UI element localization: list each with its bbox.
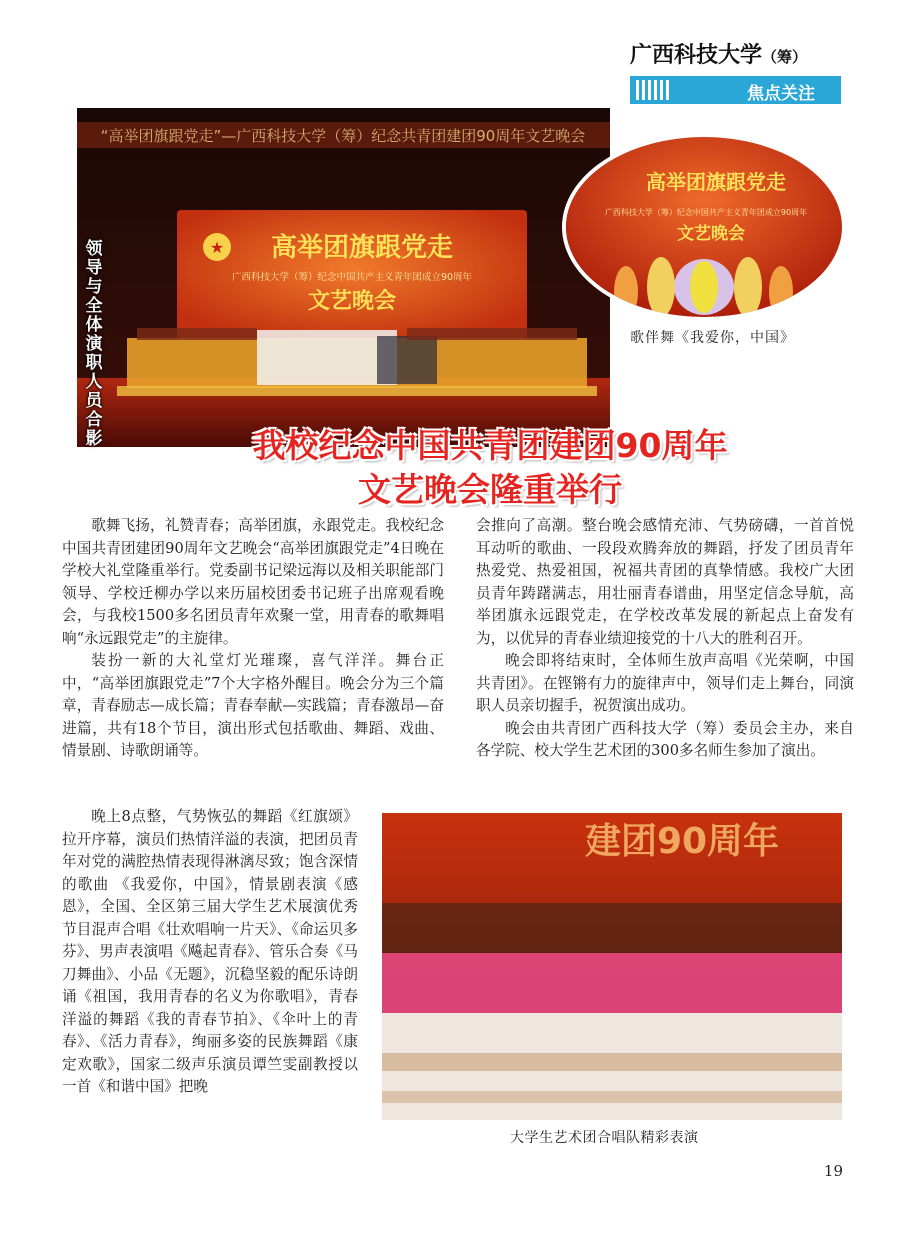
choir-photo — [382, 813, 842, 1120]
magazine-title-text: 广西科技大学 — [630, 42, 763, 68]
svg-text:★: ★ — [209, 238, 225, 257]
dance-banner-line2: 广西科技大学（筹）纪念中国共产主义青年团成立90周年 — [604, 208, 808, 217]
dance-photo — [566, 137, 842, 317]
magazine-title-suffix: （筹） — [762, 48, 808, 66]
stage-banner-line2: 广西科技大学（筹）纪念中国共产主义青年团成立90周年 — [231, 272, 473, 283]
article-paragraph-3: 晚上8点整，气势恢弘的舞蹈《红旗颂》拉开序幕，演员们热情洋溢的表演，把团员青年对党的满腔热情表现得淋漓尽致；饱含深情的歌曲 《我爱你，中国》，情景剧表演《感恩》，全国、全区第三届大学生艺术展演优秀节目混声合唱《壮欢唱响一片天》、《命运贝多芬》、男声表演唱《飚起青春》、管乐合奏《马刀舞曲》、小品《无题》，沉稳坚毅的配乐诗朗诵《祖国，我用青春的名义为你歌唱》，青春洋溢的舞蹈《我的青春节拍》、《伞叶上的青春》、《活力青春》，绚丽多姿的民族舞蹈《康定欢歌》，国家二级声乐演员谭竺雯副教授以一首《和谐中国》把晚 — [62, 808, 358, 1095]
group-photo-caption: 领导与全体演职人员合影 — [85, 239, 103, 449]
headline-line1: 我校纪念中国共青团建团90周年 — [252, 426, 728, 465]
section-label: 焦点关注 — [747, 84, 815, 104]
article-column-left-lower — [62, 806, 358, 1099]
choir-banner-text: 建团90周年 — [584, 821, 780, 862]
top-banner-text: “高举团旗跟党走”—广西科技大学（筹）纪念共青团建团90周年文艺晚会 — [100, 127, 586, 145]
section-bar-stripes — [636, 80, 669, 100]
group-photo — [77, 108, 610, 447]
stage-banner-line1: 高举团旗跟党走 — [270, 233, 454, 263]
dance-banner-line1: 高举团旗跟党走 — [646, 170, 786, 194]
choir-photo-caption: 大学生艺术团合唱队精彩表演 — [510, 1130, 699, 1146]
article-paragraph-2: 装扮一新的大礼堂灯光璀璨，喜气洋洋。舞台正中，“高举团旗跟党走”7个大字格外醒目。晚会分为三个篇章，青春励志—成长篇；青春奉献—实践篇；青春激昂—奋进篇，共有18个节目，演出形式包括歌曲、舞蹈、戏曲、情景剧、诗歌朗诵等。 — [62, 652, 444, 759]
stage-banner-line3: 文艺晚会 — [307, 289, 397, 314]
page-number: 19 — [823, 1162, 843, 1180]
dance-banner-line3: 文艺晚会 — [677, 224, 745, 244]
article-column-right — [476, 515, 854, 763]
magazine-title — [630, 38, 807, 69]
article-paragraph-1: 歌舞飞扬，礼赞青春；高举团旗，永跟党走。我校纪念中国共青团建团90周年文艺晚会“高举团旗跟党走”4日晚在学校大礼堂隆重举行。党委副书记梁远海以及相关职能部门领导、学校迁柳办学以来历届校团委书记班子出席观看晚会，与我校1500多名团员青年欢聚一堂，用青春的歌舞唱响“永远跟党走”的主旋律。 — [62, 517, 444, 647]
headline-line2: 文艺晚会隆重举行 — [358, 470, 622, 509]
article-column-left — [62, 515, 444, 763]
article-paragraph-6: 晚会由共青团广西科技大学（筹）委员会主办，来自各学院、校大学生艺术团的300多名师生参加了演出。 — [476, 719, 854, 759]
article-paragraph-5: 晚会即将结束时，全体师生放声高唱《光荣啊，中国共青团》。在铿锵有力的旋律声中，领导们走上舞台，同演职人员亲切握手，祝贺演出成功。 — [476, 652, 854, 714]
choir-singers — [382, 903, 842, 1120]
dance-photo-caption: 歌伴舞《我爱你，中国》 — [630, 330, 795, 346]
performers-row — [127, 328, 587, 388]
article-paragraph-4: 会推向了高潮。整台晚会感情充沛、气势磅礴，一首首悦耳动听的歌曲、一段段欢腾奔放的舞蹈，抒发了团员青年热爱党、热爱祖国，祝福共青团的真挚情感。我校广大团员青年踌躇满志，用壮丽青春谱曲，用坚定信念导航，高举团旗永远跟党走，在学校改革发展的新起点上奋发有为，以优异的青春业绩迎接党的十八大的胜利召开。 — [476, 517, 854, 647]
section-bar — [630, 76, 841, 104]
